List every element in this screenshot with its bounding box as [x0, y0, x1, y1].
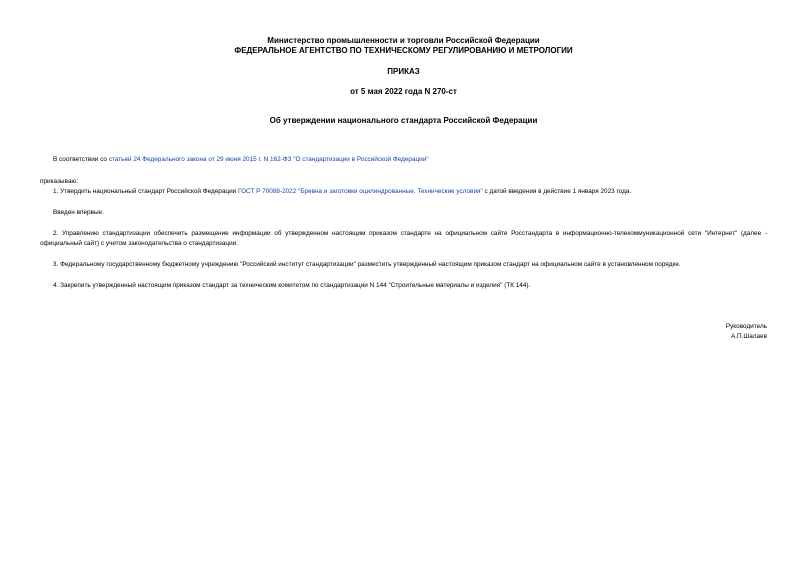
item-1-suffix: с датой введения в действие 1 января 2023 года. [482, 188, 632, 195]
order-word: приказываю: [40, 178, 78, 185]
ministry-name: Министерство промышленности и торговли Российской Федерации [267, 36, 540, 45]
preamble-prefix: В соответствии со [53, 156, 109, 163]
preamble-paragraph [53, 155, 429, 165]
item-2-paragraph: 2. Управлению стандартизации обеспечить размещение информации об утвержденном настоящим приказом стандарте на официальном сайте Росстандарта в информационно-телекоммуникационной сети "Интернет" (далее - официальный сайт) с учетом законодательства о стандартизации. [40, 230, 767, 247]
law-article-link[interactable]: статьей 24 Федерального закона от 29 июня 2015 г. N 162-ФЗ "О стандартизации в Российской Федерации" [108, 156, 429, 163]
agency-name: ФЕДЕРАЛЬНОЕ АГЕНТСТВО ПО ТЕХНИЧЕСКОМУ РЕГУЛИРОВАНИЮ И МЕТРОЛОГИИ [234, 46, 573, 55]
item-3-paragraph: 3. Федеральному государственному бюджетному учреждению "Российский институт стандартизации" разместить утвержденный настоящим приказом стандарт на официальном сайте в установленном порядке. [53, 261, 681, 268]
document-title: Об утверждении национального стандарта Российской Федерации [269, 116, 538, 125]
gost-standard-link[interactable]: ГОСТ Р 70088-2022 "Бревна и заготовки оцилиндрованные. Технические условия" [237, 188, 483, 195]
document-type: ПРИКАЗ [387, 67, 420, 76]
introduced-note: Введен впервые. [53, 209, 104, 216]
item-4-paragraph: 4. Закрепить утвержденный настоящим приказом стандарт за техническим комитетом по стандартизации N 144 "Строительные материалы и изделия" (ТК 144). [53, 282, 531, 289]
item-1-prefix: 1. Утвердить национальный стандарт Российской Федерации [53, 188, 238, 195]
signatory-name: А.П.Шалаев [730, 333, 767, 340]
signatory-position: Руководитель [725, 323, 767, 330]
document-date-number: от 5 мая 2022 года N 270-ст [350, 87, 457, 96]
item-1-paragraph [53, 187, 631, 197]
